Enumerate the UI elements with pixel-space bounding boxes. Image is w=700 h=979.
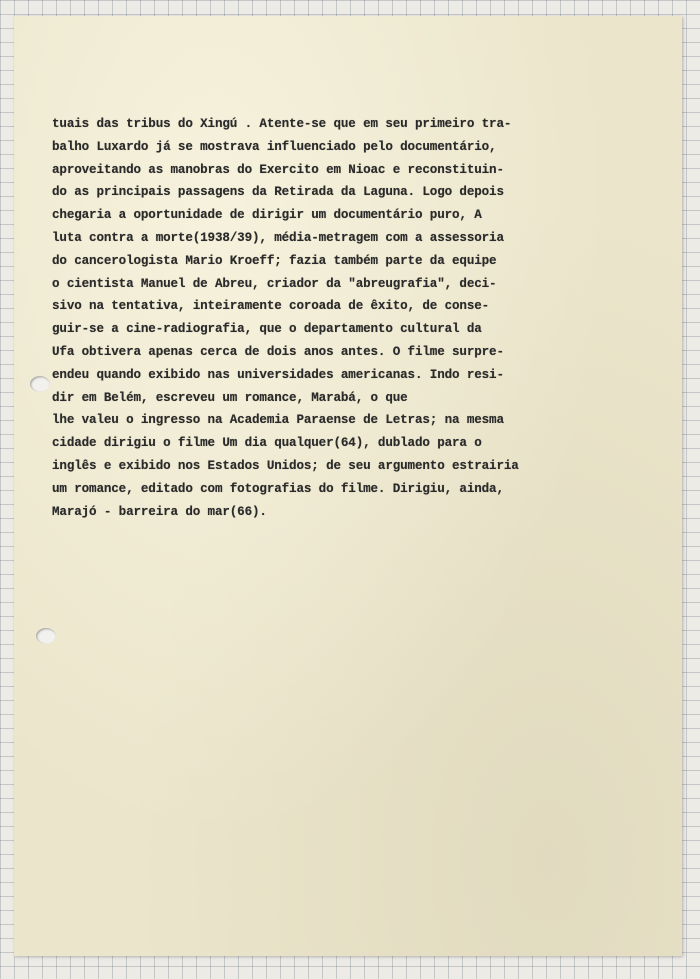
typewritten-paragraph <box>52 113 572 523</box>
text-line: o cientista Manuel de Abreu, criador da "abreugrafia", deci- <box>52 276 497 291</box>
text-line: do as principais passagens da Retirada da Laguna. Logo depois <box>52 185 504 200</box>
text-line: tuais das tribus do Xingú . Atente-se que em seu primeiro tra- <box>52 117 512 131</box>
text-line: balho Luxardo já se mostrava influenciado pelo documentário, <box>52 139 497 154</box>
text-line: chegaria a oportunidade de dirigir um documentário puro, A <box>52 208 482 223</box>
punch-hole <box>36 628 56 644</box>
text-line: lhe valeu o ingresso na Academia Paraense de Letras; na mesma <box>52 413 504 428</box>
text-line: um romance, editado com fotografias do filme. Dirigiu, ainda, <box>52 481 504 496</box>
text-line: luta contra a morte(1938/39), média-metragem com a assessoria <box>52 230 504 245</box>
text-line: aproveitando as manobras do Exercito em Nioac e reconstituin- <box>52 162 504 177</box>
text-line: Ufa obtivera apenas cerca de dois anos antes. O filme surpre- <box>52 344 504 359</box>
punch-hole <box>30 376 50 392</box>
text-line: guir-se a cine-radiografia, que o departamento cultural da <box>52 322 482 337</box>
text-line: dir em Belém, escreveu um romance, Marabá, o que <box>52 390 408 405</box>
text-line: do cancerologista Mario Kroeff; fazia também parte da equipe <box>52 253 497 268</box>
text-line: endeu quando exibido nas universidades americanas. Indo resi- <box>52 367 504 382</box>
text-line: inglês e exibido nos Estados Unidos; de seu argumento estrairia <box>52 458 519 473</box>
text-line: Marajó - barreira do mar(66). <box>52 504 267 519</box>
text-line: cidade dirigiu o filme Um dia qualquer(64), dublado para o <box>52 436 482 451</box>
text-line: sivo na tentativa, inteiramente coroada de êxito, de conse- <box>52 299 490 314</box>
